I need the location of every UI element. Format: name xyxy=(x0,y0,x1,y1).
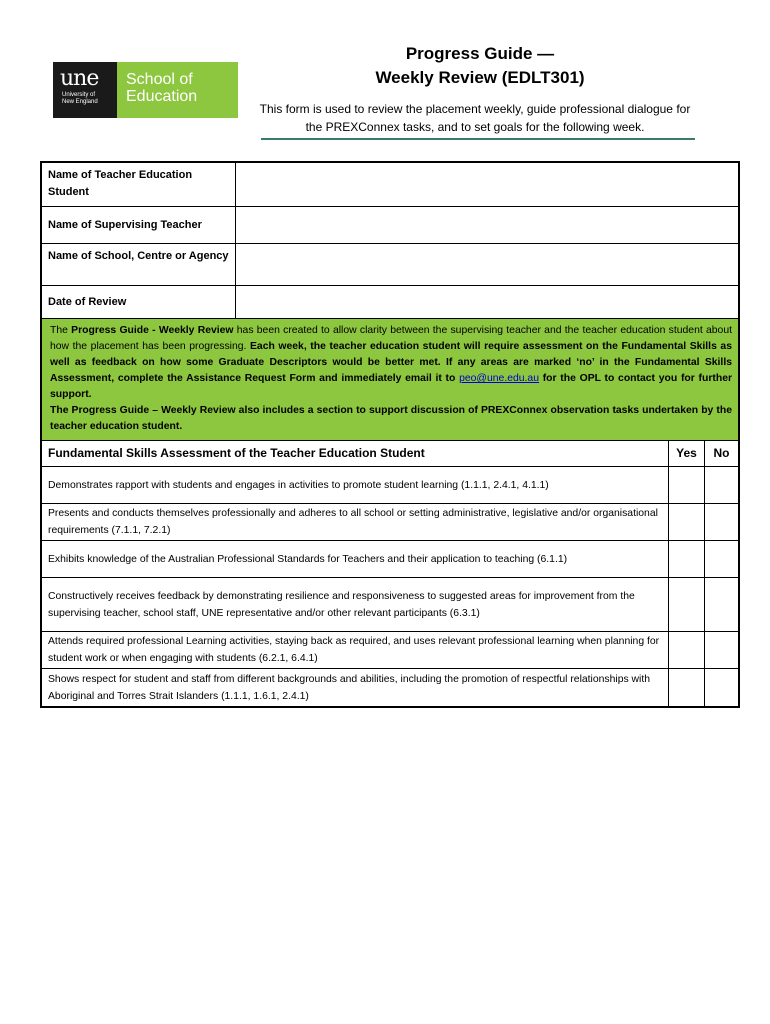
university-name: University of New England xyxy=(62,92,98,105)
email-link[interactable]: peo@une.edu.au xyxy=(459,373,539,384)
info-row-supervisor xyxy=(42,207,738,244)
student-name-label: Name of Teacher Education Student xyxy=(42,163,236,206)
info-row-school xyxy=(42,244,738,286)
skill-row xyxy=(42,467,738,504)
skill-no-cell[interactable] xyxy=(704,467,738,503)
skill-yes-cell[interactable] xyxy=(668,467,704,503)
une-logo-text: une xyxy=(60,66,99,91)
review-date-field[interactable] xyxy=(236,286,738,318)
skills-header xyxy=(42,441,738,467)
skill-yes-cell[interactable] xyxy=(668,578,704,631)
no-column-header: No xyxy=(704,441,738,466)
info-row-student xyxy=(42,163,738,207)
skill-description: Presents and conducts themselves professionally and adheres to all school or setting administrative, legislative and/or organisational requirements (7.1.1, 7.2.1) xyxy=(48,508,658,536)
skill-row xyxy=(42,578,738,632)
skill-description: Attends required professional Learning activities, staying back as required, and uses relevant professional learning when planning for student work or when engaging with students (6.2.1, 6.4.1) xyxy=(48,636,660,664)
skill-description: Constructively receives feedback by demonstrating resilience and responsiveness to suggested areas for improvement from the supervising teacher, school staff, UNE representative and/or other relevant participants (6.3.1) xyxy=(48,590,635,619)
school-name-label: Name of School, Centre or Agency xyxy=(42,244,236,285)
une-logo xyxy=(53,62,117,118)
student-name-field[interactable] xyxy=(236,163,738,206)
intro-text: This form is used to review the placement weekly, guide professional dialogue for the PREXConnex tasks, and to set goals for the following week. xyxy=(259,102,691,134)
skill-row xyxy=(42,504,738,541)
skill-no-cell[interactable] xyxy=(704,632,738,668)
notice-paragraph-2: The Progress Guide – Weekly Review also includes a section to support discussion of PREXConnex observation tasks undertaken by the teacher education student. xyxy=(50,405,732,432)
supervisor-name-label: Name of Supervising Teacher xyxy=(42,207,236,243)
skill-description: Exhibits knowledge of the Australian Professional Standards for Teachers and their application to teaching (6.1.1) xyxy=(48,553,568,565)
skill-yes-cell[interactable] xyxy=(668,541,704,577)
skill-description: Shows respect for student and staff from different backgrounds and abilities, including the promotion of respectful relationships with Aboriginal and Torres Strait Islanders (1.1.1, 1.6.1, 2.4.1) xyxy=(48,673,651,702)
supervisor-name-field[interactable] xyxy=(236,207,738,243)
skill-description: Demonstrates rapport with students and engages in activities to promote student learning (1.1.1, 2.4.1, 4.1.1) xyxy=(48,479,549,491)
skill-row xyxy=(42,541,738,578)
page-title: Progress Guide — Weekly Review (EDLT301) xyxy=(375,44,585,87)
notice-paragraph-1: The Progress Guide - Weekly Review has been created to allow clarity between the supervising teacher and the teacher education student about how the placement has been progressing. Each week, the teacher education student will require assessment on the Fundamental Skills as well as feedback on how some Graduate Descriptors would be better met. If any areas are marked ‘no’ in the Fundamental Skills Assessment, complete the Assistance Request Form and immediately email it to peo@une.edu.au for the OPL to contact you for further support. xyxy=(50,325,733,400)
skill-yes-cell[interactable] xyxy=(668,669,704,706)
skill-yes-cell[interactable] xyxy=(668,504,704,540)
skill-no-cell[interactable] xyxy=(704,541,738,577)
skill-yes-cell[interactable] xyxy=(668,632,704,668)
review-form xyxy=(40,161,740,708)
info-row-date xyxy=(42,286,738,319)
school-name-field[interactable] xyxy=(236,244,738,285)
review-date-label: Date of Review xyxy=(42,286,236,318)
skills-heading: Fundamental Skills Assessment of the Teacher Education Student xyxy=(48,446,425,460)
school-name: School of Education xyxy=(126,71,198,105)
skill-no-cell[interactable] xyxy=(704,578,738,631)
skill-no-cell[interactable] xyxy=(704,669,738,706)
yes-column-header: Yes xyxy=(668,441,704,466)
intro-divider xyxy=(261,138,695,140)
school-logo xyxy=(117,62,238,118)
skill-row xyxy=(42,632,738,669)
skill-no-cell[interactable] xyxy=(704,504,738,540)
notice-box xyxy=(42,319,738,441)
skill-row xyxy=(42,669,738,706)
